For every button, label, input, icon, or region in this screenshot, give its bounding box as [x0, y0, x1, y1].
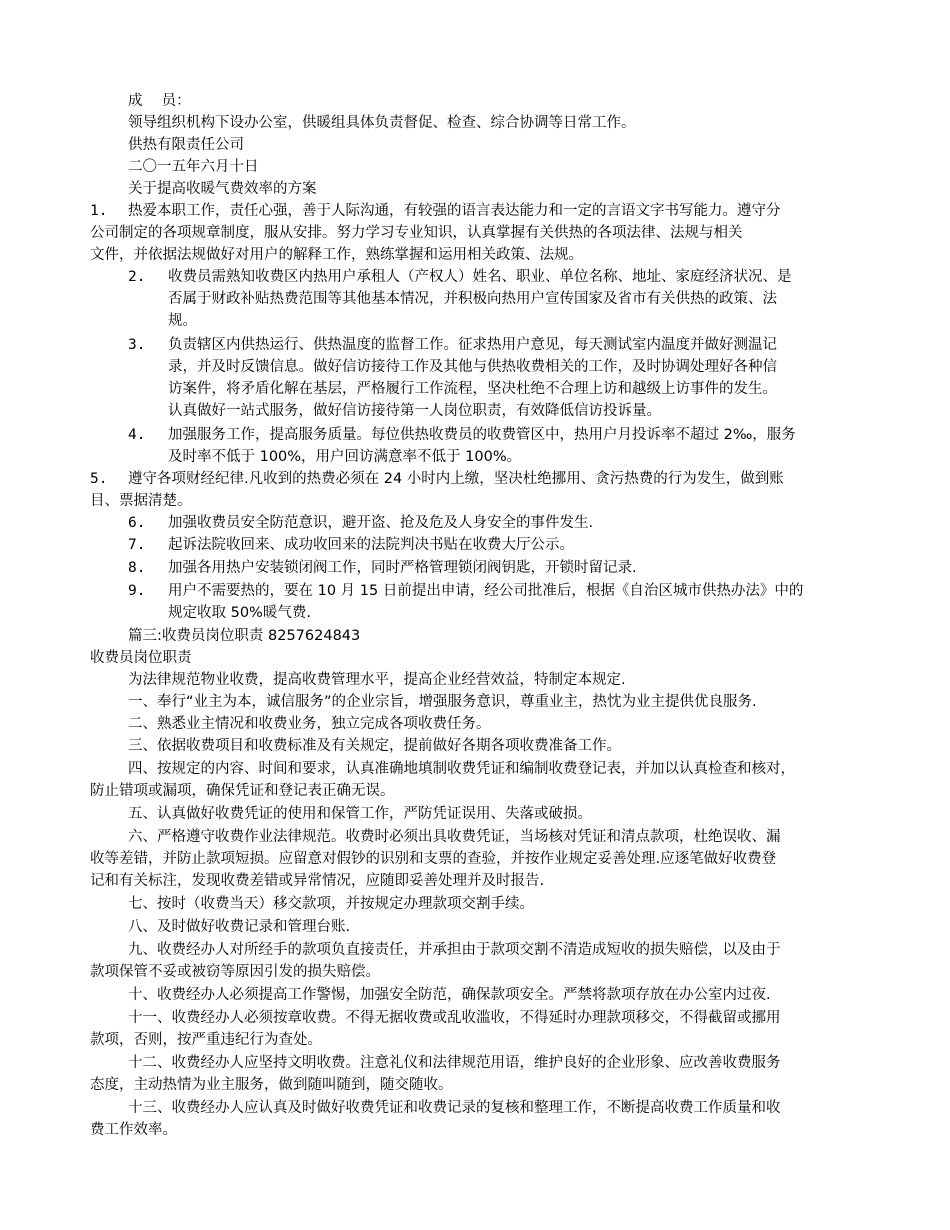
paragraph-line: 费工作效率。 [90, 1122, 177, 1138]
list-item-number: 6. [128, 515, 146, 531]
paragraph-line: 十二、收费经办人应坚持文明收费。注意礼仪和法律规范用语，维护良好的企业形象、应改善收费服务 [128, 1055, 781, 1071]
duty-title: 收费员岗位职责 [90, 650, 192, 666]
paragraph-line: 态度，主动热情为业主服务，做到随叫随到，随交随收。 [90, 1077, 453, 1093]
list-item-text: 访案件，将矛盾化解在基层，严格履行工作流程，坚决杜绝不合理上访和越级上访事件的发生。 [168, 381, 777, 397]
list-item-text: 负责辖区内供热运行、供热温度的监督工作。征求热用户意见，每天测试室内温度并做好测温记 [168, 337, 777, 353]
paragraph-line: 五、认真做好收费凭证的使用和保管工作，严防凭证误用、失落或破损。 [128, 806, 592, 822]
paragraph-line: 六、严格遵守收费作业法律规范。收费时必须出具收费凭证，当场核对凭证和清点款项，杜绝误收、漏 [128, 829, 781, 845]
org-office-line: 领导组织机构下设办公室，供暖组具体负责督促、检查、综合协调等日常工作。 [128, 115, 636, 131]
list-item-text: 文件，并依据法规做好对用户的解释工作，熟练掌握和运用相关政策、法规。 [90, 247, 583, 263]
list-item-text: 加强服务工作，提高服务质量。每位供热收费员的收费管区中，热用户月投诉率不超过 2‰，服务 [168, 427, 796, 443]
list-item-number: 8. [128, 560, 146, 576]
paragraph-line: 为法律规范物业收费，提高收费管理水平，提高企业经营效益，特制定本规定. [128, 672, 626, 688]
list-item-number: 1. [90, 203, 108, 219]
paragraph-line: 记和有关标注，发现收费差错或异常情况，应随即妥善处理并及时报告. [90, 873, 545, 889]
list-item-text: 认真做好一站式服务，做好信访接待第一人岗位职责，有效降低信访投诉量。 [168, 403, 661, 419]
list-item-number: 7. [128, 537, 146, 553]
members-line: 成 员： [128, 93, 191, 109]
list-item-text: 加强收费员安全防范意识，避开盗、抢及危及人身安全的事件发生. [168, 515, 594, 531]
list-item-text: 规定收取 50%暖气费. [168, 605, 311, 621]
company-name: 供热有限责任公司 [128, 137, 244, 153]
list-item-text: 遵守各项财经纪律.凡收到的热费必须在 24 小时内上缴，坚决杜绝挪用、贪污热费的行为发生，做到账 [128, 471, 784, 487]
list-item-text: 录，并及时反馈信息。做好信访接待工作及其他与供热收费相关的工作，及时协调处理好各种信 [168, 359, 777, 375]
list-item-number: 5. [90, 471, 108, 487]
list-item-number: 3. [128, 337, 146, 353]
paragraph-line: 九、收费经办人对所经手的款项负直接责任，并承担由于款项交割不清造成短收的损失赔偿，以及由于 [128, 942, 781, 958]
list-item-number: 2. [128, 269, 146, 285]
document-date: 二〇一五年六月十日 [128, 159, 259, 175]
list-item-text: 公司制定的各项规章制度，服从安排。努力学习专业知识，认真掌握有关供热的各项法律、法规与相关 [90, 225, 743, 241]
list-item-number: 9. [128, 583, 146, 599]
list-item-number: 4. [128, 427, 146, 443]
paragraph-line: 防止错项或漏项，确保凭证和登记表正确无误。 [90, 783, 395, 799]
list-item-text: 起诉法院收回来、成功收回来的法院判决书贴在收费大厅公示。 [168, 537, 574, 553]
paragraph-line: 四、按规定的内容、时间和要求，认真准确地填制收费凭证和编制收费登记表，并加以认真检查和核对， [128, 761, 795, 777]
list-item-text: 规。 [168, 313, 197, 329]
list-item-text: 用户不需要热的，要在 10 月 15 日前提出申请，经公司批准后，根据《自治区城市供热办法》中的 [168, 583, 804, 599]
plan-title: 关于提高收暖气费效率的方案 [128, 181, 317, 197]
list-item-text: 否属于财政补贴热费范围等其他基本情况，并积极向热用户宣传国家及省市有关供热的政策、法 [168, 291, 777, 307]
list-item-text: 收费员需熟知收费区内热用户承租人（产权人）姓名、职业、单位名称、地址、家庭经济状况、是 [168, 269, 792, 285]
list-item-text: 及时率不低于 100%，用户回访满意率不低于 100%。 [168, 449, 522, 465]
paragraph-line: 十三、收费经办人应认真及时做好收费凭证和收费记录的复核和整理工作，不断提高收费工作质量和收 [128, 1100, 781, 1116]
paragraph-line: 十一、收费经办人必须按章收费。不得无据收费或乱收滥收，不得延时办理款项移交，不得截留或挪用 [128, 1010, 781, 1026]
paragraph-line: 收等差错，并防止款项短损。应留意对假钞的识别和支票的查验，并按作业规定妥善处理.应逐笔做好收费登 [90, 851, 777, 867]
paragraph-line: 二、熟悉业主情况和收费业务，独立完成各项收费任务。 [128, 716, 491, 732]
paragraph-line: 一、奉行“业主为本，诚信服务”的企业宗旨，增强服务意识，尊重业主，热忱为业主提供优良服务. [128, 694, 757, 710]
section-title: 篇三:收费员岗位职责 8257624843 [128, 628, 361, 644]
list-item-text: 加强各用热户安装锁闭阀工作，同时严格管理锁闭阀钥匙，开锁时留记录. [168, 560, 637, 576]
paragraph-line: 款项，否则，按严重违纪行为查处。 [90, 1032, 322, 1048]
paragraph-line: 十、收费经办人必须提高工作警惕，加强安全防范，确保款项安全。严禁将款项存放在办公室内过夜. [128, 987, 771, 1003]
list-item-text: 目、票据清楚。 [90, 493, 192, 509]
paragraph-line: 八、及时做好收费记录和管理台账. [128, 919, 351, 935]
paragraph-line: 七、按时（收费当天）移交款项，并按规定办理款项交割手续。 [128, 896, 534, 912]
paragraph-line: 三、依据收费项目和收费标准及有关规定，提前做好各期各项收费准备工作。 [128, 738, 621, 754]
list-item-text: 热爱本职工作，责任心强，善于人际沟通，有较强的语言表达能力和一定的言语文字书写能力。遵守分 [128, 203, 781, 219]
paragraph-line: 款项保管不妥或被窃等原因引发的损失赔偿。 [90, 964, 380, 980]
